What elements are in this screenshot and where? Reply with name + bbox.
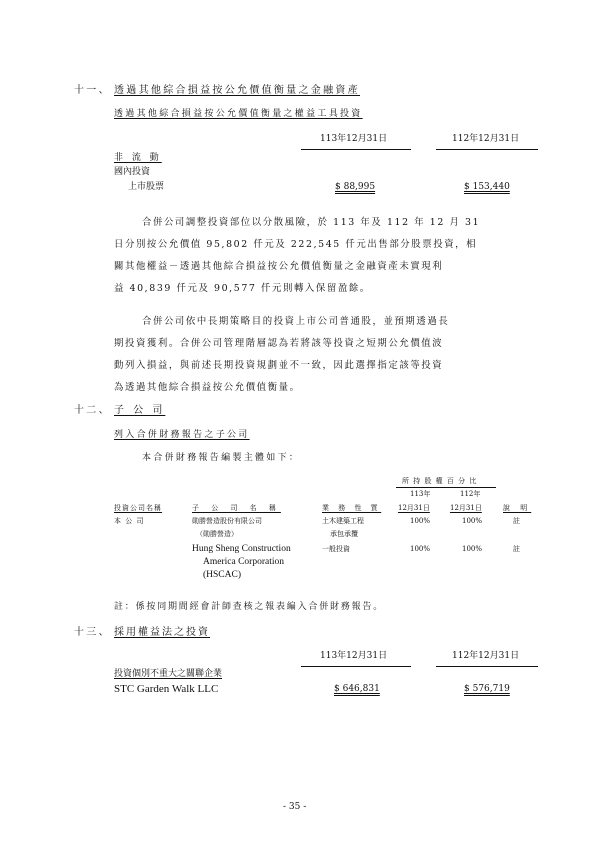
- sec13-col-header-2023: 112年12月31日: [452, 651, 520, 661]
- section-12-intro: 本合併財務報告編製主體如下：: [142, 453, 301, 463]
- paragraph-1-line: 日分別按公允價值 95,802 仟元及 222,545 仟元出售部分股票投資，相: [114, 239, 478, 250]
- listed-stock-value-2024: $ 88,995: [335, 182, 376, 192]
- associate-value-2023: $ 576,719: [464, 684, 510, 694]
- associate-company-name: STC Garden Walk LLC: [114, 683, 219, 695]
- section-12-number: 十二、: [74, 405, 111, 416]
- row-2-business: 一般投資: [322, 545, 350, 553]
- sec11-col-rule-2: [436, 149, 538, 150]
- sec11-col-rule-1: [301, 149, 411, 150]
- section-11-title: 透過其他綜合損益按公允價值衡量之金融資產: [114, 85, 360, 96]
- row-1-investor: 本 公 司: [114, 517, 145, 525]
- col-year-2024: 113年: [410, 490, 431, 498]
- associate-value-2024: $ 646,831: [334, 684, 380, 694]
- section-13-title: 採用權益法之投資: [114, 627, 210, 638]
- paragraph-2: [114, 311, 540, 399]
- section-12-footnote: 註：係按同期間經會計師查核之報表編入合併財務報告。: [114, 602, 385, 612]
- associates-label: 投資個別不重大之關聯企業: [114, 669, 223, 679]
- col-date-2023: 12月31日: [450, 504, 482, 512]
- header-note: 說 明: [503, 504, 532, 512]
- section-11-subtitle: 透過其他綜合損益按公允價值衡量之權益工具投資: [114, 109, 363, 119]
- row-1-subsidiary-short: （勛勝營造）: [196, 530, 238, 538]
- row-1-business-2: 承包承攬: [330, 530, 358, 538]
- paragraph-1-line: 關其他權益－透過其他綜合損益按公允價值衡量之金融資產未實現利: [114, 261, 444, 272]
- row-1-pct-2023: 100%: [462, 517, 483, 525]
- sec13-col-rule-2: [436, 666, 538, 667]
- row-1-business: 土木建築工程: [322, 517, 364, 525]
- section-11-number: 十一、: [74, 85, 111, 96]
- page-number: - 35 -: [283, 802, 307, 812]
- paragraph-2-line: 為透過其他綜合損益按公允價值衡量。: [114, 382, 301, 393]
- paragraph-2-line: 動列入損益，與前述長期投資規劃並不一致，因此選擇指定該等投資: [114, 360, 444, 371]
- row-2-subsidiary: Hung Sheng Construction: [192, 544, 291, 554]
- sec11-col-header-2024: 113年12月31日: [320, 134, 388, 144]
- sec13-col-header-2024: 113年12月31日: [320, 651, 388, 661]
- row-1-note: 註: [513, 517, 520, 525]
- row-2-subsidiary-3: (HSCAC): [203, 570, 242, 580]
- row-2-pct-2024: 100%: [410, 545, 431, 553]
- ownership-pct-rule: [396, 487, 496, 488]
- row-1-subsidiary: 勛勝營造股份有限公司: [192, 517, 262, 525]
- paragraph-1: [114, 212, 540, 300]
- row-2-pct-2023: 100%: [462, 545, 483, 553]
- row-2-note: 註: [513, 545, 520, 553]
- sec13-col-rule-1: [301, 666, 411, 667]
- paragraph-2-line: 期投資獲利。合併公司管理階層認為若將該等投資之短期公允價值波: [114, 338, 444, 349]
- domestic-investment-label: 國內投資: [114, 167, 151, 177]
- header-business: 業 務 性 質: [322, 504, 382, 512]
- ownership-pct-header: 所 持 股 權 百 分 比: [402, 477, 478, 485]
- noncurrent-label: 非 流 動: [114, 153, 162, 163]
- paragraph-1-line: 益 40,839 仟元及 90,577 仟元則轉入保留盈餘。: [114, 283, 371, 294]
- header-subsidiary: 子 公 司 名 稱: [192, 504, 281, 512]
- section-13-number: 十三、: [74, 627, 111, 638]
- col-year-2023: 112年: [460, 490, 481, 498]
- listed-stock-label: 上市股票: [128, 182, 165, 192]
- section-12-subtitle: 列入合併財務報告之子公司: [114, 430, 250, 440]
- section-12-title: 子 公 司: [114, 405, 166, 416]
- listed-stock-value-2023: $ 153,440: [464, 182, 510, 192]
- row-1-pct-2024: 100%: [410, 517, 431, 525]
- row-2-subsidiary-2: America Corporation: [203, 557, 284, 567]
- paragraph-2-line: 合併公司依中長期策略目的投資上市公司普通股，並預期透過長: [142, 316, 450, 327]
- col-date-2024: 12月31日: [398, 504, 430, 512]
- header-investor: 投資公司名稱: [114, 504, 162, 512]
- paragraph-1-line: 合併公司調整投資部位以分散風險，於 113 年及 112 年 12 月 31: [142, 217, 481, 228]
- sec11-col-header-2023: 112年12月31日: [452, 134, 520, 144]
